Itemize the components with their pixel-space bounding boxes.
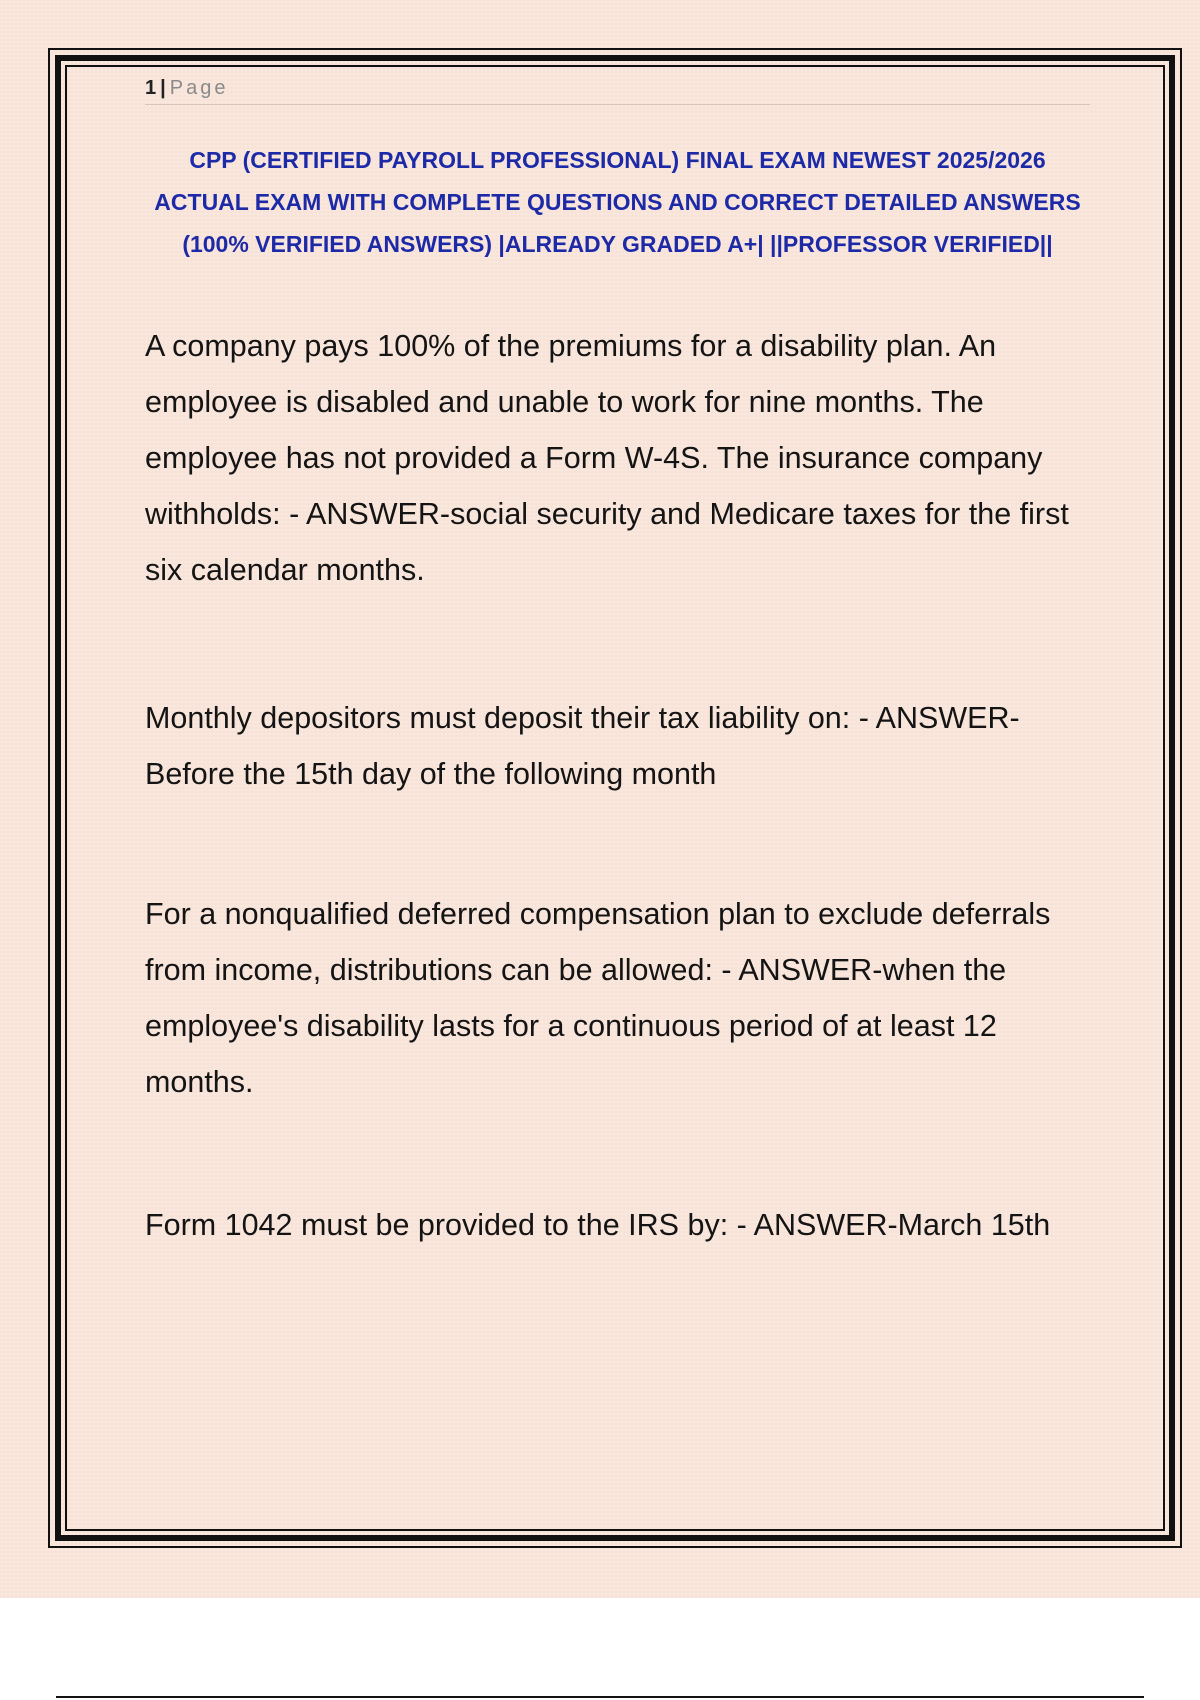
page-number: 1 xyxy=(145,77,157,99)
qa-item-1: A company pays 100% of the premiums for a disability plan. An employee is disabled and unable to work for nine months. The employee has not provided a Form W-4S. The insurance company withholds: - ANSWER-social security and Medicare taxes for the first six calendar months. xyxy=(145,329,1069,587)
qa-item-4: Form 1042 must be provided to the IRS by: - ANSWER-March 15th xyxy=(145,1208,1051,1242)
document-title: CPP (CERTIFIED PAYROLL PROFESSIONAL) FINAL EXAM NEWEST 2025/2026 ACTUAL EXAM WITH COMPLETE QUESTIONS AND CORRECT DETAILED ANSWERS (100% VERIFIED ANSWERS) |ALREADY GRADED A+| ||PROFESSOR VERIFIED|| xyxy=(154,147,1081,257)
page-label: Page xyxy=(169,77,229,99)
page-header xyxy=(145,74,1090,105)
footer-rule xyxy=(56,1696,1144,1698)
qa-item-2: Monthly depositors must deposit their tax liability on: - ANSWER-Before the 15th day of the following month xyxy=(145,701,1020,791)
page-separator: | xyxy=(160,77,166,99)
qa-item-3: For a nonqualified deferred compensation plan to exclude deferrals from income, distributions can be allowed: - ANSWER-when the employee's disability lasts for a continuous period of at least 12 months. xyxy=(145,897,1051,1099)
